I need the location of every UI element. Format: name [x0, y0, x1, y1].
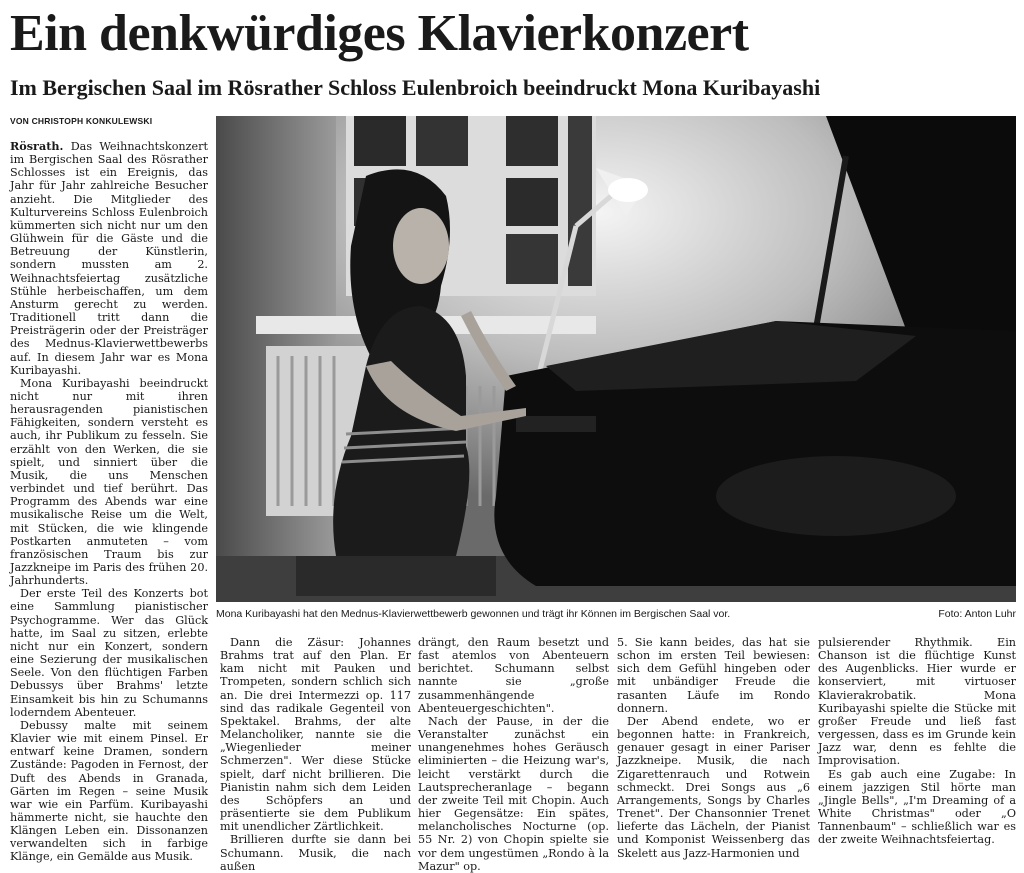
dateline: Rösrath.	[10, 139, 64, 153]
article-column-1	[10, 139, 208, 864]
headline: Ein denkwürdiges Klavierkonzert	[10, 5, 749, 62]
photo-credit: Foto: Anton Luhr	[938, 608, 1016, 620]
concert-photo	[216, 116, 1016, 602]
article-paragraph: drängt, den Raum besetzt und fast atemlos von Abenteuern berichtet. Schumann selbst nannte sie „große zusammenhängende Abenteuergeschichten".	[418, 636, 609, 715]
article-column-2	[220, 636, 411, 873]
article-paragraph: Es gab auch eine Zugabe: In einem jazzigen Stil hörte man „Jingle Bells", „I'm Dreaming of a White Christmas" oder „O Tannenbaum" – schließlich war es der zweite Weihnachtsfeiertag.	[818, 767, 1016, 847]
paragraph-text: Das Weihnachtskonzert im Bergischen Saal des Rösrather Schlosses ist ein Ereignis, das Jahr für Jahr zahlreiche Besucher anzieht. Die Mitglieder des Kulturvereins Schloss Eulenbroich kümmerten sich nicht nur um den Glühwein für die Gäste und die Betreuung der Künstlerin, sondern mussten am 2. Weihnachtsfeiertag zusätzliche Stühle herbeischaffen, um dem Ansturm gerecht zu werden. Traditionell tritt dann die Preisträgerin oder der Preisträger des Mednus-Klavierwettbewerbs auf. In diesem Jahr war es Mona Kuribayashi.	[10, 140, 208, 377]
article-column-3	[418, 636, 609, 873]
article-paragraph: pulsierender Rhythmik. Ein Chanson ist die flüchtige Kunst des Augenblicks. Hier wurde er konserviert, mit virtuoser Klavierakrobatik. Mona Kuribayashi spielte die Stücke mit großer Freude und ließ fast vergessen, dass es im Grunde kein Jazz war, denn es fehlte die Improvisation.	[818, 636, 1016, 768]
pianist-at-grand-piano-image	[216, 116, 1016, 602]
byline: VON CHRISTOPH KONKULEWSKI	[10, 116, 153, 126]
article-paragraph: Debussy malte mit seinem Klavier wie mit einem Pinsel. Er entwarf keine Dramen, sondern Zustände: Pagoden in Fernost, der Duft des Abends in Granada, Gärten im Regen – seine Musik war wie ein Parfüm. Kuribayashi hämmerte nicht, sie hauchte den Klängen Leben ein. Dissonanzen verwandelten sich in farbige Klänge, ein Gemälde aus Musik.	[10, 718, 208, 864]
subheadline: Im Bergischen Saal im Rösrather Schloss Eulenbroich beeindruckt Mona Kuribayashi	[10, 75, 821, 100]
article-paragraph: Der Abend endete, wo er begonnen hatte: in Frankreich, genauer gesagt in einer Pariser Jazzkneipe. Musik, die nach Zigarettenrauch und Rotwein schmeckt. Drei Songs aus „6 Arrangements, Songs by Charles Trenet". Der Chansonnier Trenet lieferte das Lächeln, der Pianist und Komponist Weissenberg das Skelett aus Jazz-Harmonien und	[617, 714, 810, 860]
photo-caption	[216, 606, 1016, 624]
article-paragraph	[10, 140, 208, 377]
article-paragraph: 5. Sie kann beides, das hat sie schon im ersten Teil bewiesen: sich dem Gefühl hingeben oder mit unbändiger Freude die rasanten Läufe im Rondo donnern.	[617, 636, 810, 715]
article-column-5	[818, 636, 1016, 858]
article-paragraph: Dann die Zäsur: Johannes Brahms trat auf den Plan. Er kam nicht mit Pauken und Trompeten, sondern schlich sich an. Die drei Intermezzi op. 117 sind das radikale Gegenteil von Spektakel. Brahms, der alte Melancholiker, nannte sie die „Wiegenlieder meiner Schmerzen". Wer diese Stücke spielt, darf nicht brillieren. Die Pianistin nahm sich dem Leiden des Schöpfers an und präsentierte sie dem Publikum mit unendlicher Zärtlichkeit.	[220, 636, 411, 834]
caption-text: Mona Kuribayashi hat den Mednus-Klavierwettbewerb gewonnen und trägt ihr Können im Bergischen Saal vor.	[216, 608, 731, 620]
article-paragraph: Nach der Pause, in der die Veranstalter zunächst ein unangenehmes hohes Geräusch eliminierten – die Heizung war's, leicht verstärkt durch die Lautsprecheranlage – begann der zweite Teil mit Chopin. Auch hier Gegensätze: Ein spätes, melancholisches Nocturne (op. 55 Nr. 2) von Chopin spielte sie vor dem ungestümen „Rondo à la Mazur" op.	[418, 714, 609, 873]
article-paragraph: Brillieren durfte sie dann bei Schumann. Musik, die nach außen	[220, 833, 411, 873]
article-paragraph: Mona Kuribayashi beeindruckt nicht nur mit ihren herausragenden pianistischen Fähigkeiten, sondern versteht es auch, ihr Publikum zu fesseln. Sie erzählt von den Werken, die sie spielt, und sinniert über die Musik, die uns Menschen verbindet und tief berührt. Das Programm des Abends war eine musikalische Reise um die Welt, mit Stücken, die wie klingende Postkarten anmuteten – vom französischen Traum bis zur Jazzkneipe im Paris des frühen 20. Jahrhunderts.	[10, 376, 208, 588]
article-column-4	[617, 636, 810, 858]
article-paragraph: Der erste Teil des Konzerts bot eine Sammlung pianistischer Psychogramme. Wer das Glück hatte, im Saal zu sitzen, erlebte nicht nur ein Konzert, sondern eine Sezierung der musikalischen Seele. Von den flüchtigen Farben Debussys über Brahms' letzte Einsamkeit bis hin zu Schumanns loderndem Abenteuer.	[10, 587, 208, 719]
